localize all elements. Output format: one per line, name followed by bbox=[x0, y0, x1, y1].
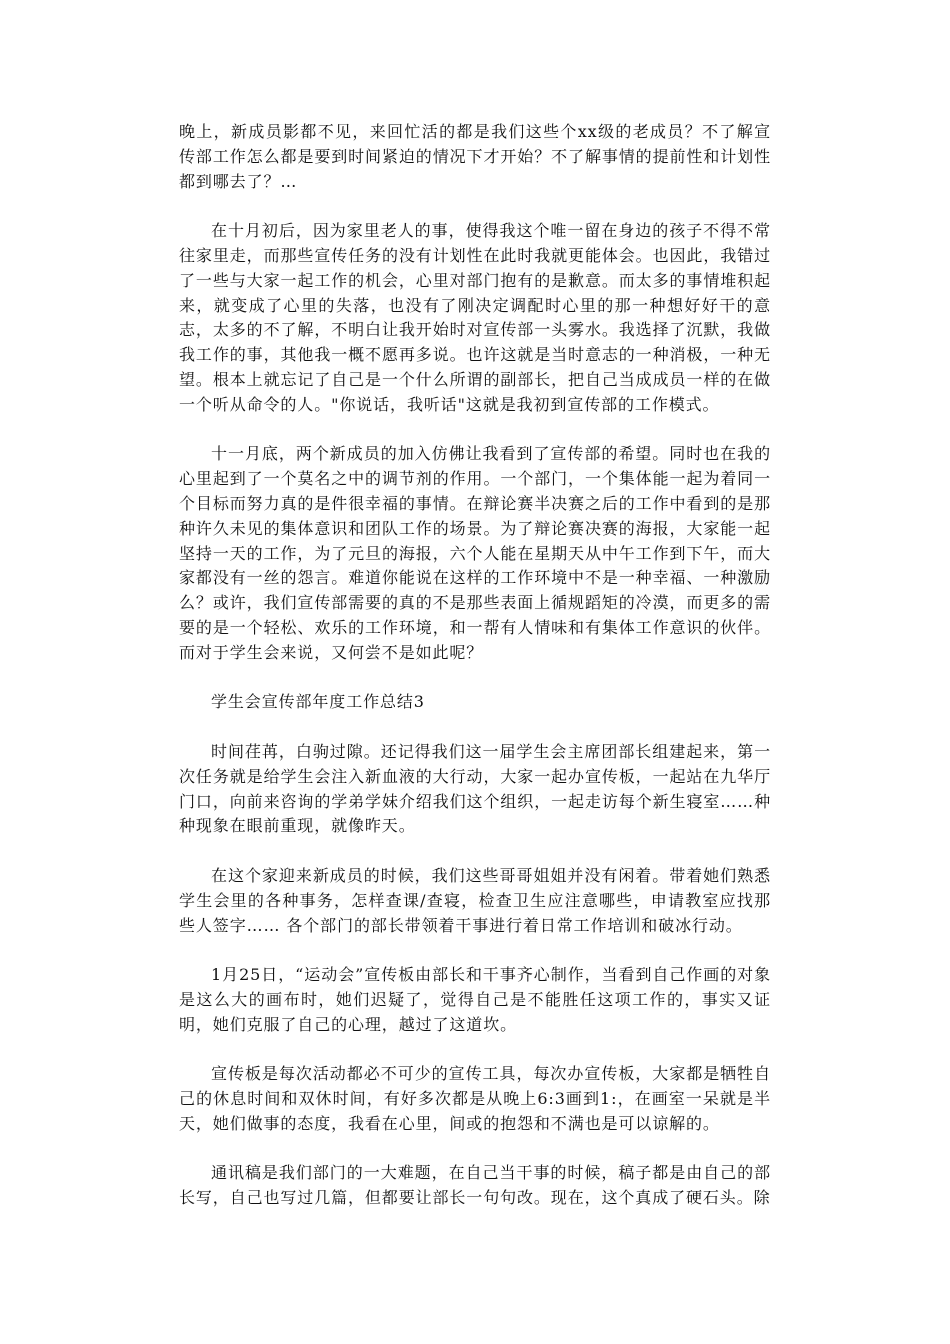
document-page bbox=[179, 120, 771, 1236]
paragraph-6: 1月25日，“运动会”宣传板由部长和干事齐心制作，当看到自己作画的对象是这么大的画布时，她们迟疑了，觉得自己是不能胜任这项工作的，事实又证明，她们克服了自己的心理，越过了这道坎。 bbox=[179, 965, 771, 1034]
paragraph-5: 在这个家迎来新成员的时候，我们这些哥哥姐姐并没有闲着。带着她们熟悉学生会里的各种事务，怎样查课/查寝，检查卫生应注意哪些，申请教室应找那些人签字…… 各个部门的部长带领着干事进行着日常工作培训和破冰行动。 bbox=[179, 865, 771, 935]
paragraph-2: 在十月初后，因为家里老人的事，使得我这个唯一留在身边的孩子不得不常往家里走，而那些宣传任务的没有计划性在此时我就更能体会。也因此，我错过了一些与大家一起工作的机会，心里对部门抱有的是歉意。而太多的事情堆积起来，就变成了心里的失落，也没有了刚决定调配时心里的那一种想好好干的意志，太多的不了解，不明白让我开始时对宣传部一头雾水。我选择了沉默，我做我工作的事，其他我一概不愿再多说。也许这就是当时意志的一种消极，一种无望。根本上就忘记了自己是一个什么所谓的副部长，把自己当成成员一样的在做一个听从命令的人。"你说话，我听话"这就是我初到宣传部的工作模式。 bbox=[179, 221, 771, 414]
section-heading: 学生会宣传部年度工作总结3 bbox=[211, 692, 425, 712]
paragraph-1: 晚上，新成员影都不见，来回忙活的都是我们这些个xx级的老成员？不了解宣传部工作怎么都是要到时间紧迫的情况下才开始？不了解事情的提前性和计划性都到哪去了？… bbox=[179, 122, 771, 191]
paragraph-4: 时间荏苒，白驹过隙。还记得我们这一届学生会主席团部长组建起来，第一次任务就是给学生会注入新血液的大行动，大家一起办宣传板，一起站在九华厅门口，向前来咨询的学弟学妹介绍我们这个组织，一起走访每个新生寝室……种种现象在眼前重现，就像昨天。 bbox=[179, 741, 771, 836]
paragraph-8: 通讯稿是我们部门的一大难题，在自己当干事的时候，稿子都是由自己的部长写，自己也写过几篇，但都要让部长一句句改。现在，这个真成了硬石头。除 bbox=[179, 1163, 771, 1208]
paragraph-7: 宣传板是每次活动都必不可少的宣传工具，每次办宣传板，大家都是牺牲自己的休息时间和双休时间，有好多次都是从晚上6:3画到1:，在画室一呆就是半天，她们做事的态度，我看在心里，间或的抱怨和不满也是可以谅解的。 bbox=[179, 1064, 771, 1133]
paragraph-3: 十一月底，两个新成员的加入仿佛让我看到了宣传部的希望。同时也在我的心里起到了一个莫名之中的调节剂的作用。一个部门，一个集体能一起为着同一个目标而努力真的是件很幸福的事情。在辩论赛半决赛之后的工作中看到的是那种许久未见的集体意识和团队工作的场景。为了辩论赛决赛的海报，大家能一起坚持一天的工作，为了元旦的海报，六个人能在星期天从中午工作到下午，而大家都没有一丝的怨言。难道你能说在这样的工作环境中不是一种幸福、一种激励么？或许，我们宣传部需要的真的不是那些表面上循规蹈矩的冷漠，而更多的需要的是一个轻松、欢乐的工作环境，和一帮有人情味和有集体工作意识的伙伴。而对于学生会来说，又何尝不是如此呢？ bbox=[179, 444, 771, 662]
